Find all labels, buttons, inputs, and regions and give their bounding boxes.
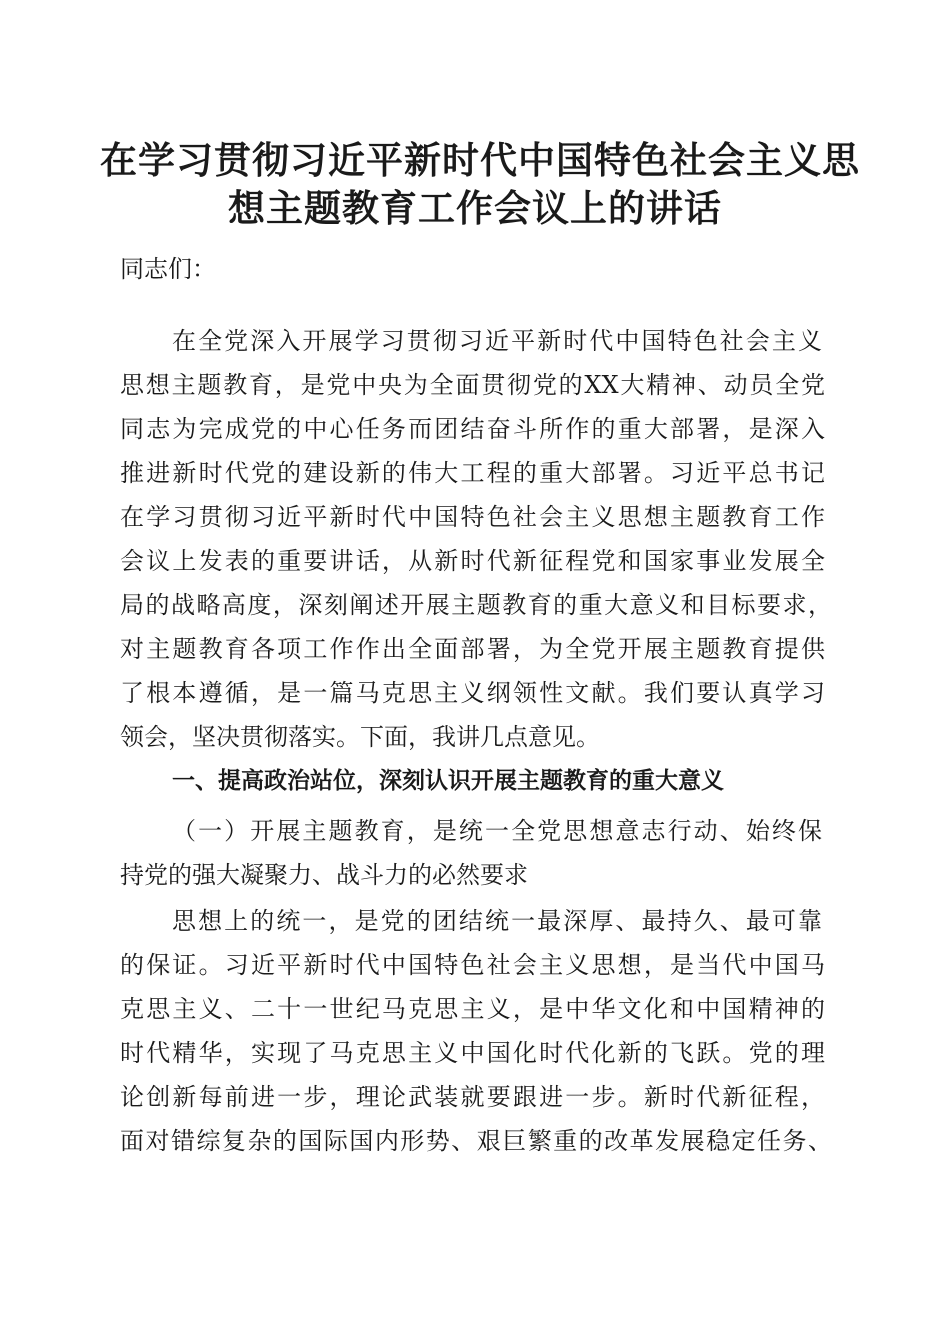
paragraph-line: 局的战略高度，深刻阐述开展主题教育的重大意义和目标要求， [120,591,832,619]
paragraph-line: 领会，坚决贯彻落实。下面，我讲几点意见。 [120,723,600,751]
title-line: 想主题教育工作会议上的讲话 [228,186,722,230]
paragraph-line: 面对错综复杂的国际国内形势、艰巨繁重的改革发展稳定任务、 [120,1127,832,1155]
paragraph-line: 论创新每前进一步，理论武装就要跟进一步。新时代新征程， [120,1083,825,1111]
paragraph-line: 思想主题教育，是党中央为全面贯彻党的XX大精神、动员全党 [120,371,825,399]
subheading-line: （一）开展主题教育，是统一全党思想意志行动、始终保 [172,817,822,845]
paragraph-line: 时代精华，实现了马克思主义中国化时代化新的飞跃。党的理 [120,1039,825,1067]
paragraph-line: 在全党深入开展学习贯彻习近平新时代中国特色社会主义 [172,327,822,355]
paragraph-line: 克思主义、二十一世纪马克思主义，是中华文化和中国精神的 [120,995,825,1023]
subheading-line: 持党的强大凝聚力、战斗力的必然要求 [120,861,528,889]
title-line: 在学习贯彻习近平新时代中国特色社会主义思 [100,138,860,182]
document-title [100,136,860,232]
paragraph-line: 同志为完成党的中心任务而团结奋斗所作的重大部署，是深入 [120,415,825,443]
paragraph-line: 会议上发表的重要讲话，从新时代新征程党和国家事业发展全 [120,547,825,575]
paragraph-line: 推进新时代党的建设新的伟大工程的重大部署。习近平总书记 [120,459,825,487]
paragraph-line: 了根本遵循，是一篇马克思主义纲领性文献。我们要认真学习 [120,679,825,707]
paragraph-line: 的保证。习近平新时代中国特色社会主义思想，是当代中国马 [120,951,825,979]
paragraph-line: 思想上的统一，是党的团结统一最深厚、最持久、最可靠 [172,907,822,935]
paragraph-line: 在学习贯彻习近平新时代中国特色社会主义思想主题教育工作 [120,503,825,531]
paragraph-line: 对主题教育各项工作作出全面部署，为全党开展主题教育提供 [120,635,825,663]
section-heading: 一、提高政治站位，深刻认识开展主题教育的重大意义 [172,768,724,794]
salutation: 同志们： [120,255,216,283]
